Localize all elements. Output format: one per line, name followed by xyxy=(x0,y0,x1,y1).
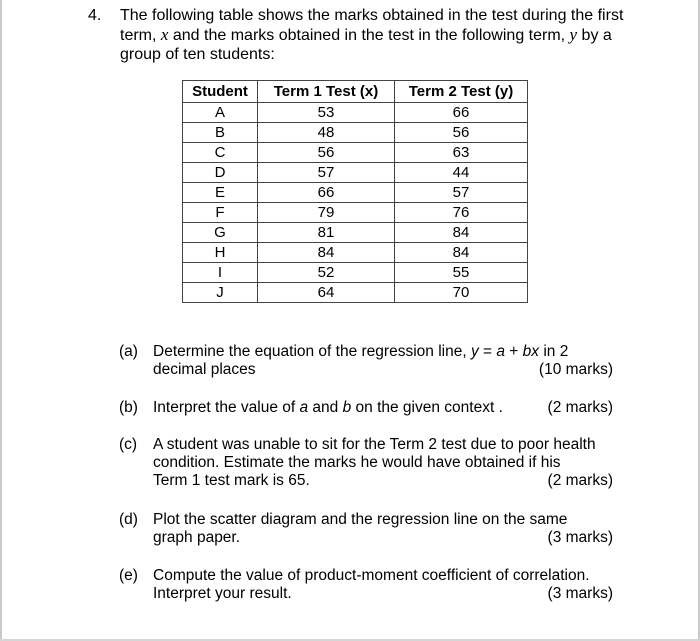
table-row xyxy=(183,283,528,303)
part-e-marks: (3 marks) xyxy=(547,585,613,602)
table-row xyxy=(183,243,528,263)
part-a-marks: (10 marks) xyxy=(538,361,613,378)
part-e xyxy=(119,567,619,605)
cell-y: 44 xyxy=(395,163,528,183)
part-e-label: (e) xyxy=(119,567,138,584)
table-row xyxy=(183,123,528,143)
part-d-line2: graph paper. xyxy=(153,529,241,546)
cell-y: 57 xyxy=(395,183,528,203)
part-a-line2: decimal places xyxy=(153,361,256,378)
cell-x: 53 xyxy=(258,103,395,123)
cell-student: F xyxy=(183,203,258,223)
part-b-marks: (2 marks) xyxy=(547,399,613,416)
part-d-label: (d) xyxy=(119,511,138,528)
table-row xyxy=(183,263,528,283)
cell-student: H xyxy=(183,243,258,263)
part-d-text xyxy=(153,511,615,547)
header-student: Student xyxy=(183,81,258,103)
header-term1: Term 1 Test (x) xyxy=(258,81,395,103)
header-term2: Term 2 Test (y) xyxy=(395,81,528,103)
cell-student: C xyxy=(183,143,258,163)
part-c-label: (c) xyxy=(119,436,138,453)
cell-y: 76 xyxy=(395,203,528,223)
cell-x: 66 xyxy=(258,183,395,203)
left-border xyxy=(0,0,2,641)
table-row xyxy=(183,223,528,243)
cell-student: J xyxy=(183,283,258,303)
cell-y: 66 xyxy=(395,103,528,123)
cell-y: 70 xyxy=(395,283,528,303)
variable-x: x xyxy=(160,25,169,44)
table-row xyxy=(183,103,528,123)
cell-student: A xyxy=(183,103,258,123)
cell-x: 64 xyxy=(258,283,395,303)
part-d-line1: Plot the scatter diagram and the regression line on the same xyxy=(153,511,568,528)
cell-student: D xyxy=(183,163,258,183)
cell-student: B xyxy=(183,123,258,143)
part-e-line2: Interpret your result. xyxy=(153,585,292,602)
part-b-label: (b) xyxy=(119,399,138,416)
part-c xyxy=(119,436,619,492)
part-a-label: (a) xyxy=(119,343,138,360)
cell-student: E xyxy=(183,183,258,203)
variable-y: y xyxy=(569,25,578,44)
cell-x: 81 xyxy=(258,223,395,243)
part-e-text xyxy=(153,567,615,603)
part-a xyxy=(119,343,619,381)
question-intro: The following table shows the marks obtained in the test during the first term, x and the marks obtained in the test in the following term, y by a group of ten students: xyxy=(120,7,624,63)
cell-y: 63 xyxy=(395,143,528,163)
cell-y: 56 xyxy=(395,123,528,143)
part-d-marks: (3 marks) xyxy=(547,529,613,546)
cell-student: G xyxy=(183,223,258,243)
cell-y: 84 xyxy=(395,223,528,243)
table-row xyxy=(183,183,528,203)
cell-y: 55 xyxy=(395,263,528,283)
part-c-marks: (2 marks) xyxy=(547,472,613,489)
table-row xyxy=(183,163,528,183)
part-c-line3: Term 1 test mark is 65. xyxy=(153,472,310,489)
part-c-line1: A student was unable to sit for the Term 2 test due to poor health xyxy=(153,436,596,453)
part-c-line2: condition. Estimate the marks he would have obtained if his xyxy=(153,454,561,471)
marks-table xyxy=(182,80,528,303)
cell-y: 84 xyxy=(395,243,528,263)
cell-x: 52 xyxy=(258,263,395,283)
part-e-line1: Compute the value of product-moment coefficient of correlation. xyxy=(153,567,590,584)
cell-x: 57 xyxy=(258,163,395,183)
cell-x: 84 xyxy=(258,243,395,263)
part-b xyxy=(119,399,619,419)
cell-student: I xyxy=(183,263,258,283)
part-d xyxy=(119,511,619,549)
part-b-text: Interpret the value of a and b on the given context . xyxy=(153,399,503,416)
part-a-line1: Determine the equation of the regression line, y = a + bx in 2 xyxy=(153,343,569,360)
cell-x: 48 xyxy=(258,123,395,143)
question-number: 4. xyxy=(88,7,102,24)
cell-x: 56 xyxy=(258,143,395,163)
table-row xyxy=(183,143,528,163)
cell-x: 79 xyxy=(258,203,395,223)
table-row xyxy=(183,203,528,223)
table-header-row xyxy=(183,81,528,103)
